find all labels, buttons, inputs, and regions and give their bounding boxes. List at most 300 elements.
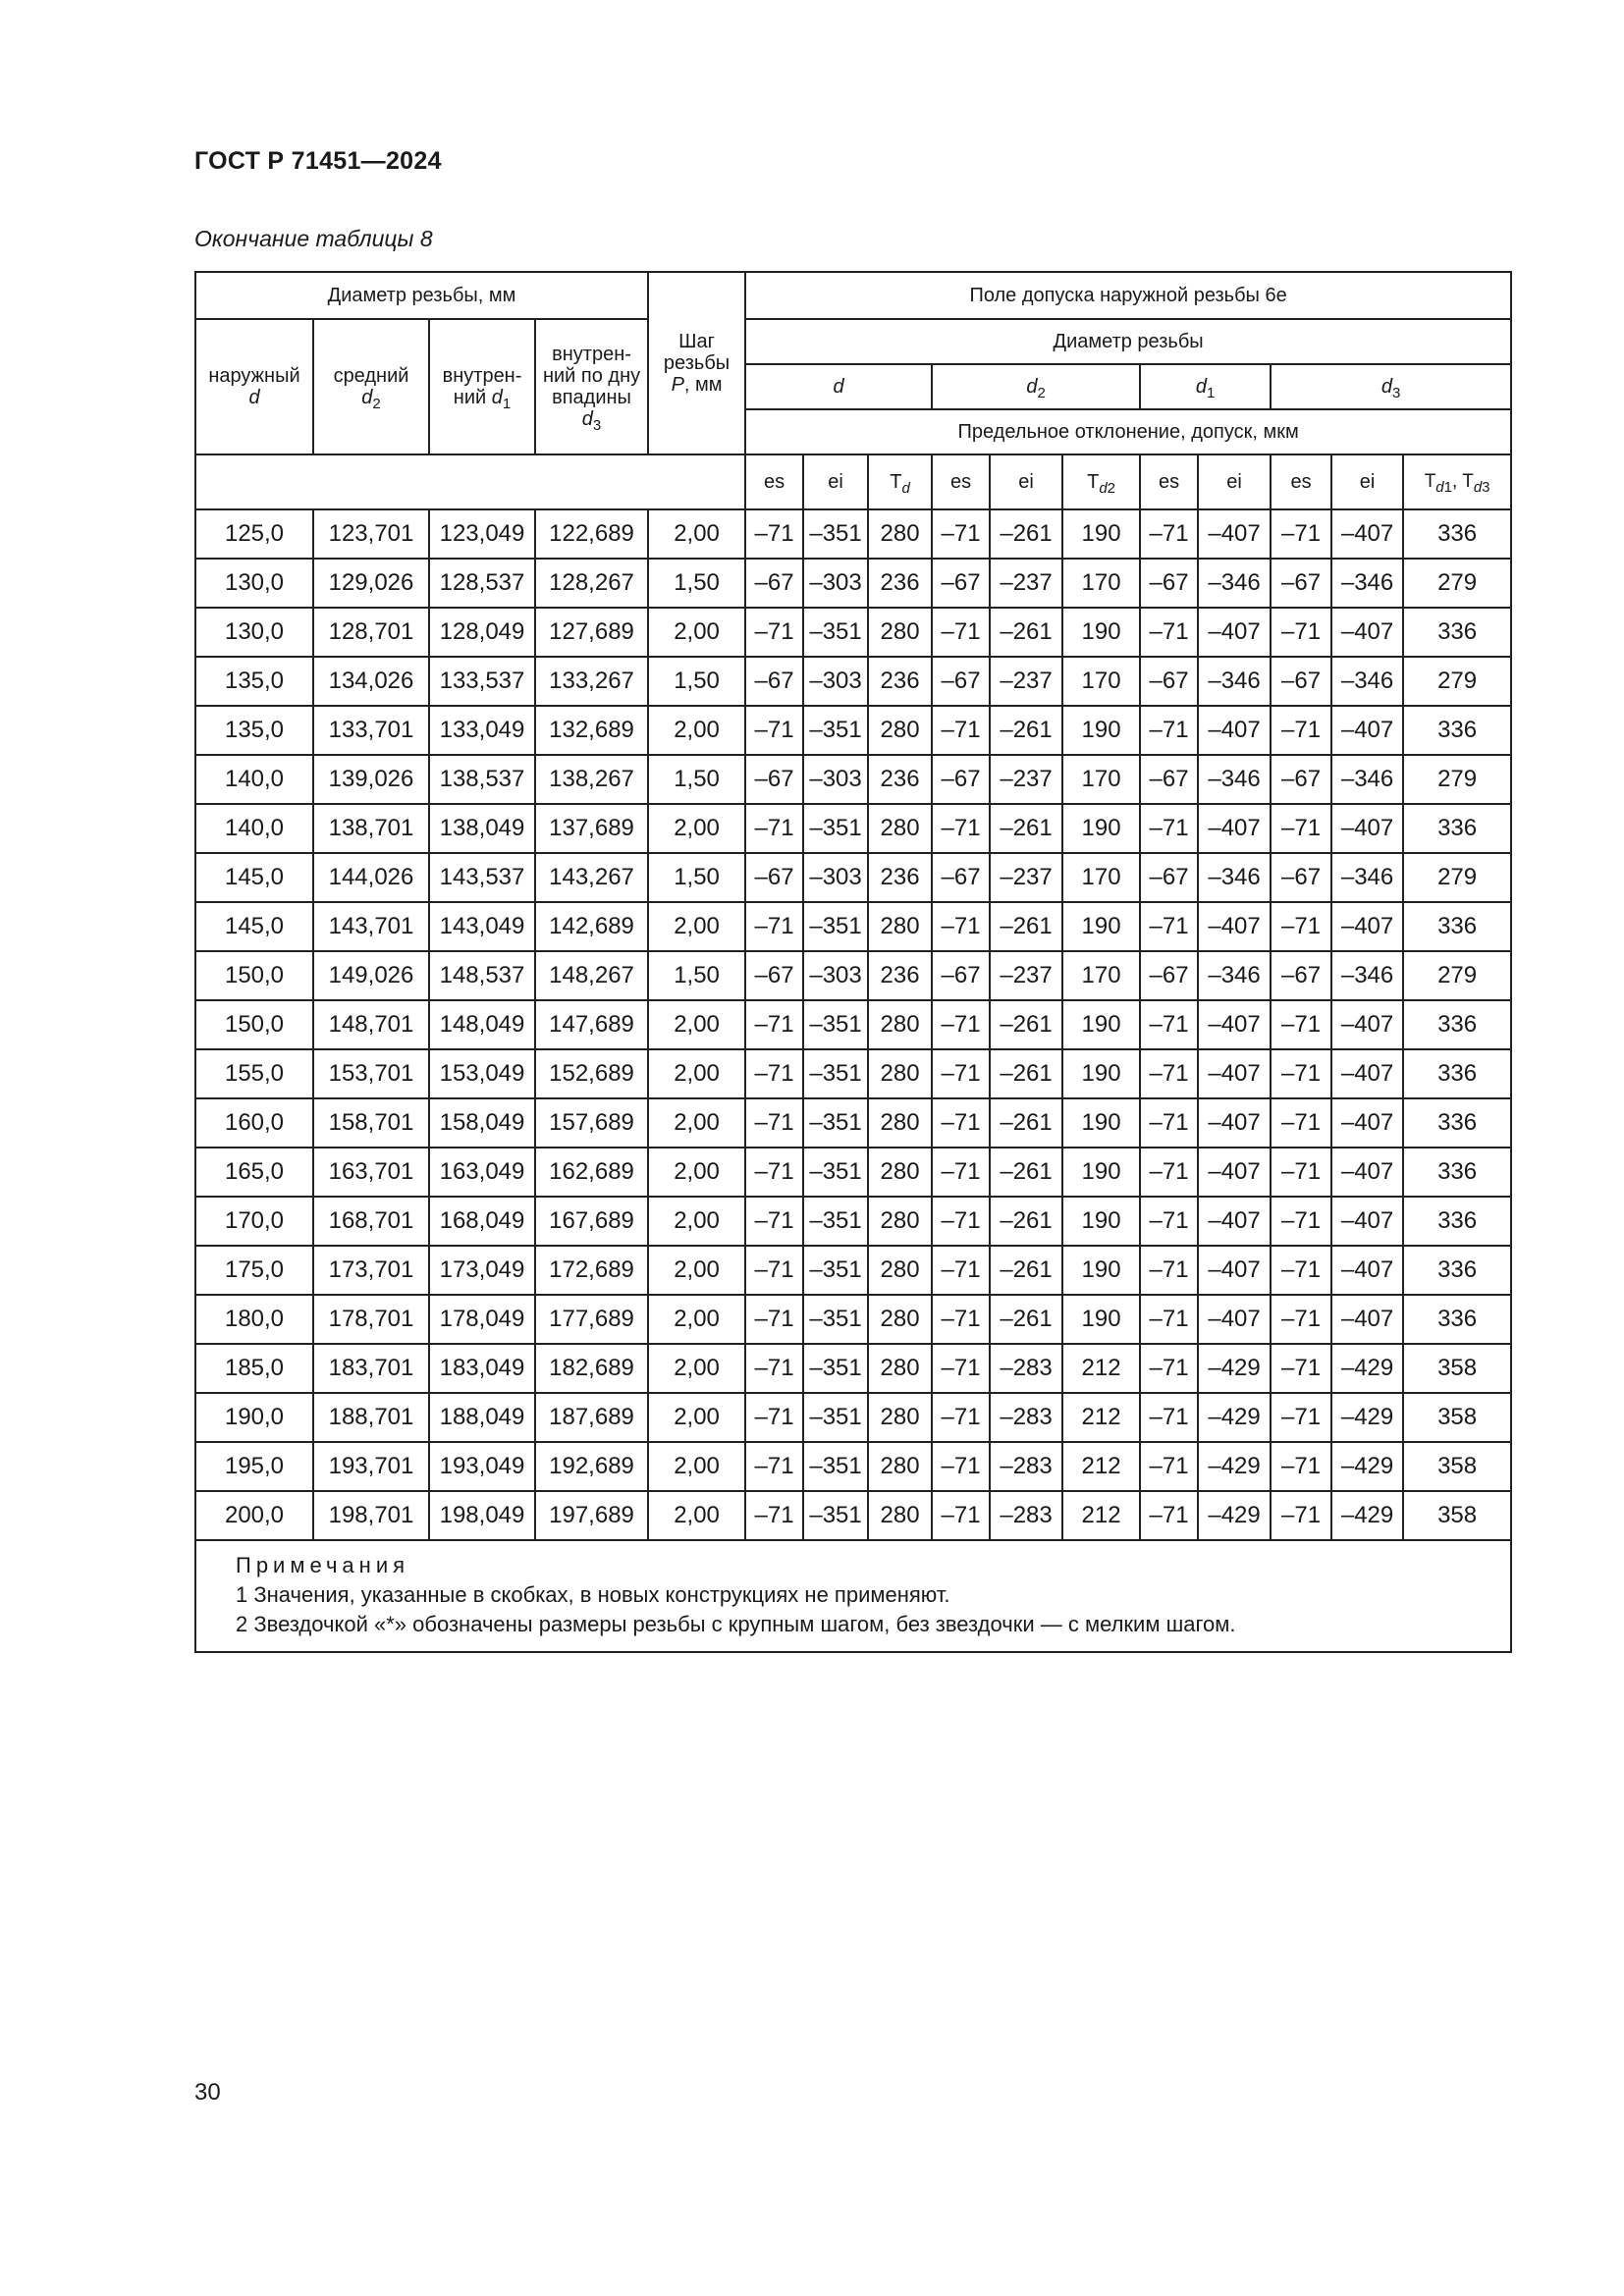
table-cell: –429 xyxy=(1198,1491,1271,1540)
table-cell: 148,701 xyxy=(313,1000,429,1049)
table-cell: –71 xyxy=(1271,509,1331,559)
table-cell: –351 xyxy=(803,706,868,755)
table-row xyxy=(195,804,1511,853)
table-cell: –71 xyxy=(1140,1393,1198,1442)
table-cell: 155,0 xyxy=(195,1049,313,1098)
header-d3-sub: 3 xyxy=(1391,385,1401,401)
table-cell: 133,537 xyxy=(429,657,535,706)
table-cell: 135,0 xyxy=(195,657,313,706)
table-cell: –71 xyxy=(1140,1491,1198,1540)
table-cell: 178,701 xyxy=(313,1295,429,1344)
header-d1 xyxy=(1140,364,1271,409)
table-cell: –346 xyxy=(1198,657,1271,706)
table-cell: 336 xyxy=(1403,1000,1511,1049)
table-cell: –351 xyxy=(803,1000,868,1049)
table-cell: –67 xyxy=(745,755,803,804)
table-cell: –71 xyxy=(745,902,803,951)
table-cell: –283 xyxy=(990,1393,1062,1442)
table-cell: 170 xyxy=(1062,559,1140,608)
table-body xyxy=(195,509,1511,1540)
table-cell: –67 xyxy=(1140,853,1198,902)
table-cell: 336 xyxy=(1403,902,1511,951)
table-cell: –407 xyxy=(1331,1295,1403,1344)
table-cell: –71 xyxy=(1271,1148,1331,1197)
table-cell: 162,689 xyxy=(535,1148,648,1197)
table-cell: 190 xyxy=(1062,1246,1140,1295)
header-T-d1-sub xyxy=(1435,479,1452,496)
table-row xyxy=(195,657,1511,706)
table-cell: –71 xyxy=(745,1491,803,1540)
table-cell: –407 xyxy=(1198,1295,1271,1344)
table-cell: 148,537 xyxy=(429,951,535,1000)
table-cell: –71 xyxy=(932,1246,990,1295)
table-cell: 198,701 xyxy=(313,1491,429,1540)
table-cell: 1,50 xyxy=(648,951,745,1000)
table-cell: –71 xyxy=(1271,1393,1331,1442)
header-pitch-label: Шаг резьбы xyxy=(663,331,731,374)
table-row xyxy=(195,1000,1511,1049)
table-cell: –71 xyxy=(932,1049,990,1098)
table-cell: –429 xyxy=(1331,1393,1403,1442)
table-cell: –429 xyxy=(1198,1442,1271,1491)
table-cell: –303 xyxy=(803,951,868,1000)
table-cell: –407 xyxy=(1198,706,1271,755)
table-cell: 2,00 xyxy=(648,1246,745,1295)
table-cell: –351 xyxy=(803,1197,868,1246)
table-cell: 153,049 xyxy=(429,1049,535,1098)
table-cell: 280 xyxy=(868,1442,932,1491)
table-cell: –407 xyxy=(1198,902,1271,951)
table-cell: –237 xyxy=(990,559,1062,608)
table-cell: –346 xyxy=(1331,755,1403,804)
table-cell: 212 xyxy=(1062,1491,1140,1540)
table-cell: –407 xyxy=(1198,509,1271,559)
header-d2-sub: 2 xyxy=(1037,385,1046,401)
table-cell: –351 xyxy=(803,1148,868,1197)
table-cell: 140,0 xyxy=(195,755,313,804)
table-cell: 152,689 xyxy=(535,1049,648,1098)
header-T-d1-sub-1: 1 xyxy=(1443,479,1452,496)
table-cell: 236 xyxy=(868,853,932,902)
table-cell: –71 xyxy=(1140,804,1198,853)
header-deviation: Предельное отклонение, допуск, мкм xyxy=(745,409,1511,454)
table-cell: 123,049 xyxy=(429,509,535,559)
table-cell: –71 xyxy=(932,1098,990,1148)
header-middle-label: средний xyxy=(333,365,409,387)
header-T-d1-d3 xyxy=(1403,454,1511,509)
table-row xyxy=(195,853,1511,902)
table-cell: 280 xyxy=(868,608,932,657)
header-ei-d3: ei xyxy=(1331,454,1403,509)
table-cell: –407 xyxy=(1198,1098,1271,1148)
table-cell: 2,00 xyxy=(648,1197,745,1246)
table-cell: –407 xyxy=(1198,804,1271,853)
table-cell: –67 xyxy=(1271,853,1331,902)
header-T-d2-symbol: T xyxy=(1087,471,1100,493)
table-cell: –67 xyxy=(932,755,990,804)
table-cell: 190 xyxy=(1062,902,1140,951)
table-cell: –351 xyxy=(803,1491,868,1540)
table-cell: –407 xyxy=(1331,902,1403,951)
table-cell: –351 xyxy=(803,804,868,853)
table-cell: –71 xyxy=(745,509,803,559)
table-cell: 190 xyxy=(1062,1197,1140,1246)
table-cell: –67 xyxy=(1140,559,1198,608)
note-item-1: 1 Значения, указанные в скобках, в новых конструкциях не применяют. xyxy=(236,1582,950,1607)
table-cell: –351 xyxy=(803,1442,868,1491)
table-cell: 143,537 xyxy=(429,853,535,902)
table-cell: –71 xyxy=(1271,902,1331,951)
header-middle-symbol: d xyxy=(361,387,373,408)
table-cell: –71 xyxy=(1140,1344,1198,1393)
header-T-d1-symbol: T xyxy=(1424,471,1436,492)
table-cell: 190,0 xyxy=(195,1393,313,1442)
table-cell: –346 xyxy=(1198,853,1271,902)
table-row xyxy=(195,1246,1511,1295)
table-cell: –71 xyxy=(745,608,803,657)
table-row xyxy=(195,1148,1511,1197)
header-tolerance-field: Поле допуска наружной резьбы 6е xyxy=(745,272,1511,319)
header-T-d2 xyxy=(1062,454,1140,509)
table-cell: –351 xyxy=(803,1393,868,1442)
table-cell: 336 xyxy=(1403,1049,1511,1098)
table-cell: 139,026 xyxy=(313,755,429,804)
table-cell: –407 xyxy=(1331,706,1403,755)
table-cell: 167,689 xyxy=(535,1197,648,1246)
header-T-d3-sub xyxy=(1474,479,1490,496)
table-cell: 185,0 xyxy=(195,1344,313,1393)
table-cell: –71 xyxy=(1271,1000,1331,1049)
header-T-d3-sub-3: 3 xyxy=(1482,479,1490,496)
table-cell: 190 xyxy=(1062,1000,1140,1049)
table-cell: –261 xyxy=(990,902,1062,951)
table-cell: 279 xyxy=(1403,559,1511,608)
table-cell: 170 xyxy=(1062,853,1140,902)
table-cell: –407 xyxy=(1198,1246,1271,1295)
table-cell: –71 xyxy=(932,1000,990,1049)
table-cell: –71 xyxy=(745,1148,803,1197)
table-cell: –303 xyxy=(803,755,868,804)
table-cell: 358 xyxy=(1403,1344,1511,1393)
table-cell: –71 xyxy=(745,1197,803,1246)
table-row xyxy=(195,706,1511,755)
table-cell: –71 xyxy=(1271,706,1331,755)
table-cell: –71 xyxy=(1271,1049,1331,1098)
header-ei-d2: ei xyxy=(990,454,1062,509)
header-T-d1-sub-d: d xyxy=(1435,479,1444,496)
table-cell: 168,049 xyxy=(429,1197,535,1246)
header-T-d3-symbol: T xyxy=(1462,471,1474,492)
table-cell: 128,267 xyxy=(535,559,648,608)
header-pitch-unit: , мм xyxy=(683,374,723,396)
table-row xyxy=(195,1393,1511,1442)
table-cell: 336 xyxy=(1403,608,1511,657)
table-cell: –71 xyxy=(932,902,990,951)
table-cell: 177,689 xyxy=(535,1295,648,1344)
table-cell: 133,049 xyxy=(429,706,535,755)
table-cell: –71 xyxy=(745,1000,803,1049)
header-middle xyxy=(313,319,429,454)
header-d1-symbol: d xyxy=(1195,376,1207,398)
table-cell: 128,537 xyxy=(429,559,535,608)
table-cell: 143,701 xyxy=(313,902,429,951)
header-T-d3-sub-d: d xyxy=(1473,479,1483,496)
table-cell: 142,689 xyxy=(535,902,648,951)
table-cell: –67 xyxy=(745,853,803,902)
table-cell: 2,00 xyxy=(648,1393,745,1442)
table-cell: –351 xyxy=(803,902,868,951)
table-cell: –67 xyxy=(1140,755,1198,804)
header-d1-sub: 1 xyxy=(1206,385,1216,401)
table-cell: 150,0 xyxy=(195,951,313,1000)
table-cell: –67 xyxy=(1140,657,1198,706)
table-cell: 200,0 xyxy=(195,1491,313,1540)
table-cell: –71 xyxy=(745,1442,803,1491)
header-es-d: es xyxy=(745,454,803,509)
table-cell: –351 xyxy=(803,1344,868,1393)
table-cell: 170,0 xyxy=(195,1197,313,1246)
table-cell: –71 xyxy=(1271,1246,1331,1295)
table-cell: –71 xyxy=(1140,1442,1198,1491)
table-row xyxy=(195,509,1511,559)
table-cell: 143,267 xyxy=(535,853,648,902)
table-cell: –261 xyxy=(990,1295,1062,1344)
table-cell: 280 xyxy=(868,1344,932,1393)
table-row xyxy=(195,1197,1511,1246)
table-cell: –71 xyxy=(745,804,803,853)
table-cell: 2,00 xyxy=(648,804,745,853)
thread-tolerance-table xyxy=(194,271,1512,1653)
table-cell: 2,00 xyxy=(648,1344,745,1393)
table-row xyxy=(195,608,1511,657)
table-cell: 2,00 xyxy=(648,1295,745,1344)
table-cell: 157,689 xyxy=(535,1098,648,1148)
table-cell: 175,0 xyxy=(195,1246,313,1295)
table-cell: 168,701 xyxy=(313,1197,429,1246)
header-inner-label: внутрен-ний xyxy=(442,365,522,408)
table-cell: –71 xyxy=(1140,1000,1198,1049)
table-cell: –71 xyxy=(932,1442,990,1491)
note-item-2: 2 Звездочкой «*» обозначены размеры резьбы с крупным шагом, без звездочки — с мелким шагом. xyxy=(236,1612,1236,1636)
table-cell: 2,00 xyxy=(648,509,745,559)
table-cell: –346 xyxy=(1198,755,1271,804)
table-cell: 279 xyxy=(1403,657,1511,706)
table-cell: 280 xyxy=(868,706,932,755)
table-cell: –67 xyxy=(932,853,990,902)
table-cell: –237 xyxy=(990,951,1062,1000)
table-cell: 336 xyxy=(1403,509,1511,559)
table-cell: 190 xyxy=(1062,1098,1140,1148)
table-cell: –71 xyxy=(1271,1295,1331,1344)
table-cell: –71 xyxy=(745,1344,803,1393)
table-cell: –67 xyxy=(745,951,803,1000)
header-pitch xyxy=(648,272,745,454)
table-cell: 145,0 xyxy=(195,853,313,902)
table-cell: 129,026 xyxy=(313,559,429,608)
table-cell: 127,689 xyxy=(535,608,648,657)
table-cell: 2,00 xyxy=(648,1491,745,1540)
table-cell: –71 xyxy=(1140,706,1198,755)
table-cell: –351 xyxy=(803,1295,868,1344)
table-cell: 2,00 xyxy=(648,902,745,951)
table-cell: –346 xyxy=(1198,559,1271,608)
table-cell: –71 xyxy=(932,1491,990,1540)
table-cell: 279 xyxy=(1403,951,1511,1000)
table-cell: 163,701 xyxy=(313,1148,429,1197)
table-cell: –71 xyxy=(1271,804,1331,853)
table-cell: –71 xyxy=(1271,1344,1331,1393)
table-cell: 193,049 xyxy=(429,1442,535,1491)
table-cell: –346 xyxy=(1331,853,1403,902)
table-cell: –346 xyxy=(1198,951,1271,1000)
table-cell: –71 xyxy=(932,1393,990,1442)
table-cell: –351 xyxy=(803,608,868,657)
table-cell: 180,0 xyxy=(195,1295,313,1344)
table-cell: –71 xyxy=(932,1295,990,1344)
table-cell: 1,50 xyxy=(648,657,745,706)
table-cell: 2,00 xyxy=(648,1442,745,1491)
table-cell: –71 xyxy=(1271,608,1331,657)
header-es-d2: es xyxy=(932,454,990,509)
table-cell: 280 xyxy=(868,1246,932,1295)
table-cell: 190 xyxy=(1062,706,1140,755)
header-d3-symbol: d xyxy=(1380,376,1392,398)
table-cell: –71 xyxy=(1140,1197,1198,1246)
table-cell: –283 xyxy=(990,1491,1062,1540)
table-cell: 138,701 xyxy=(313,804,429,853)
table-cell: –351 xyxy=(803,1098,868,1148)
table-cell: –407 xyxy=(1198,1000,1271,1049)
header-d: d xyxy=(745,364,932,409)
table-cell: –67 xyxy=(932,559,990,608)
table-caption: Окончание таблицы 8 xyxy=(194,226,433,251)
table-cell: 153,701 xyxy=(313,1049,429,1098)
table-row xyxy=(195,1098,1511,1148)
table-cell: –303 xyxy=(803,657,868,706)
table-cell: 183,701 xyxy=(313,1344,429,1393)
table-cell: –67 xyxy=(1271,951,1331,1000)
table-cell: –351 xyxy=(803,1049,868,1098)
table-cell: 236 xyxy=(868,951,932,1000)
table-cell: 149,026 xyxy=(313,951,429,1000)
table-cell: 358 xyxy=(1403,1393,1511,1442)
table-cell: –67 xyxy=(745,559,803,608)
table-cell: 2,00 xyxy=(648,1049,745,1098)
table-cell: 279 xyxy=(1403,853,1511,902)
table-row xyxy=(195,1295,1511,1344)
table-cell: 134,026 xyxy=(313,657,429,706)
table-cell: –407 xyxy=(1331,509,1403,559)
table-cell: –261 xyxy=(990,1049,1062,1098)
header-inner-root-symbol: d xyxy=(581,408,593,430)
header-thread-diameter: Диаметр резьбы xyxy=(745,319,1511,364)
table-cell: –351 xyxy=(803,509,868,559)
table-cell: –71 xyxy=(1271,1197,1331,1246)
table-cell: 280 xyxy=(868,509,932,559)
table-cell: 279 xyxy=(1403,755,1511,804)
table-cell: 125,0 xyxy=(195,509,313,559)
table-cell: –261 xyxy=(990,1098,1062,1148)
table-cell: –71 xyxy=(1271,1491,1331,1540)
table-cell: 2,00 xyxy=(648,1098,745,1148)
table-cell: 336 xyxy=(1403,1098,1511,1148)
table-cell: 212 xyxy=(1062,1393,1140,1442)
table-cell: 336 xyxy=(1403,1148,1511,1197)
header-es-d3: es xyxy=(1271,454,1331,509)
table-cell: 187,689 xyxy=(535,1393,648,1442)
table-cell: 173,049 xyxy=(429,1246,535,1295)
table-cell: –237 xyxy=(990,657,1062,706)
table-cell: –407 xyxy=(1331,1197,1403,1246)
table-cell: –71 xyxy=(745,1393,803,1442)
table-cell: 190 xyxy=(1062,509,1140,559)
table-cell: 280 xyxy=(868,1393,932,1442)
table-cell: –67 xyxy=(932,951,990,1000)
header-inner-root xyxy=(535,319,648,454)
table-cell: –71 xyxy=(745,1246,803,1295)
table-cell: 190 xyxy=(1062,804,1140,853)
header-inner-symbol: d xyxy=(491,387,503,408)
table-cell: 197,689 xyxy=(535,1491,648,1540)
table-cell: –261 xyxy=(990,804,1062,853)
table-cell: –67 xyxy=(1271,755,1331,804)
table-cell: 336 xyxy=(1403,1246,1511,1295)
table-cell: –283 xyxy=(990,1442,1062,1491)
table-cell: 128,049 xyxy=(429,608,535,657)
table-cell: 158,049 xyxy=(429,1098,535,1148)
table-cell: 165,0 xyxy=(195,1148,313,1197)
table-cell: –71 xyxy=(1271,1442,1331,1491)
table-cell: 188,701 xyxy=(313,1393,429,1442)
table-cell: 148,267 xyxy=(535,951,648,1000)
header-T-d2-sub xyxy=(1099,480,1115,497)
table-cell: 2,00 xyxy=(648,1148,745,1197)
table-cell: 145,0 xyxy=(195,902,313,951)
table-cell: 192,689 xyxy=(535,1442,648,1491)
table-cell: 160,0 xyxy=(195,1098,313,1148)
header-T-d-symbol: T xyxy=(890,471,902,493)
table-cell: –429 xyxy=(1331,1442,1403,1491)
table-cell: –407 xyxy=(1198,1148,1271,1197)
table-cell: –303 xyxy=(803,853,868,902)
table-cell: –407 xyxy=(1331,1246,1403,1295)
table-cell: –283 xyxy=(990,1344,1062,1393)
table-cell: –71 xyxy=(1271,1098,1331,1148)
table-cell: 336 xyxy=(1403,1295,1511,1344)
table-cell: 280 xyxy=(868,1049,932,1098)
table-row xyxy=(195,755,1511,804)
header-T-d xyxy=(868,454,932,509)
header-T-d2-sub-2: 2 xyxy=(1107,480,1115,497)
header-middle-sub: 2 xyxy=(372,396,381,412)
table-cell: 170 xyxy=(1062,755,1140,804)
header-spacer xyxy=(195,454,745,509)
table-cell: 1,50 xyxy=(648,559,745,608)
table-row xyxy=(195,1344,1511,1393)
table-cell: –303 xyxy=(803,559,868,608)
table-cell: 358 xyxy=(1403,1491,1511,1540)
table-cell: 170 xyxy=(1062,657,1140,706)
header-outer xyxy=(195,319,313,454)
table-cell: –71 xyxy=(1140,509,1198,559)
table-row xyxy=(195,951,1511,1000)
table-cell: –71 xyxy=(745,1098,803,1148)
table-cell: 280 xyxy=(868,1295,932,1344)
table-cell: 158,701 xyxy=(313,1098,429,1148)
header-pitch-symbol: P xyxy=(671,374,684,396)
table-cell: –71 xyxy=(932,608,990,657)
header-T-d2-sub-d: d xyxy=(1099,480,1108,497)
